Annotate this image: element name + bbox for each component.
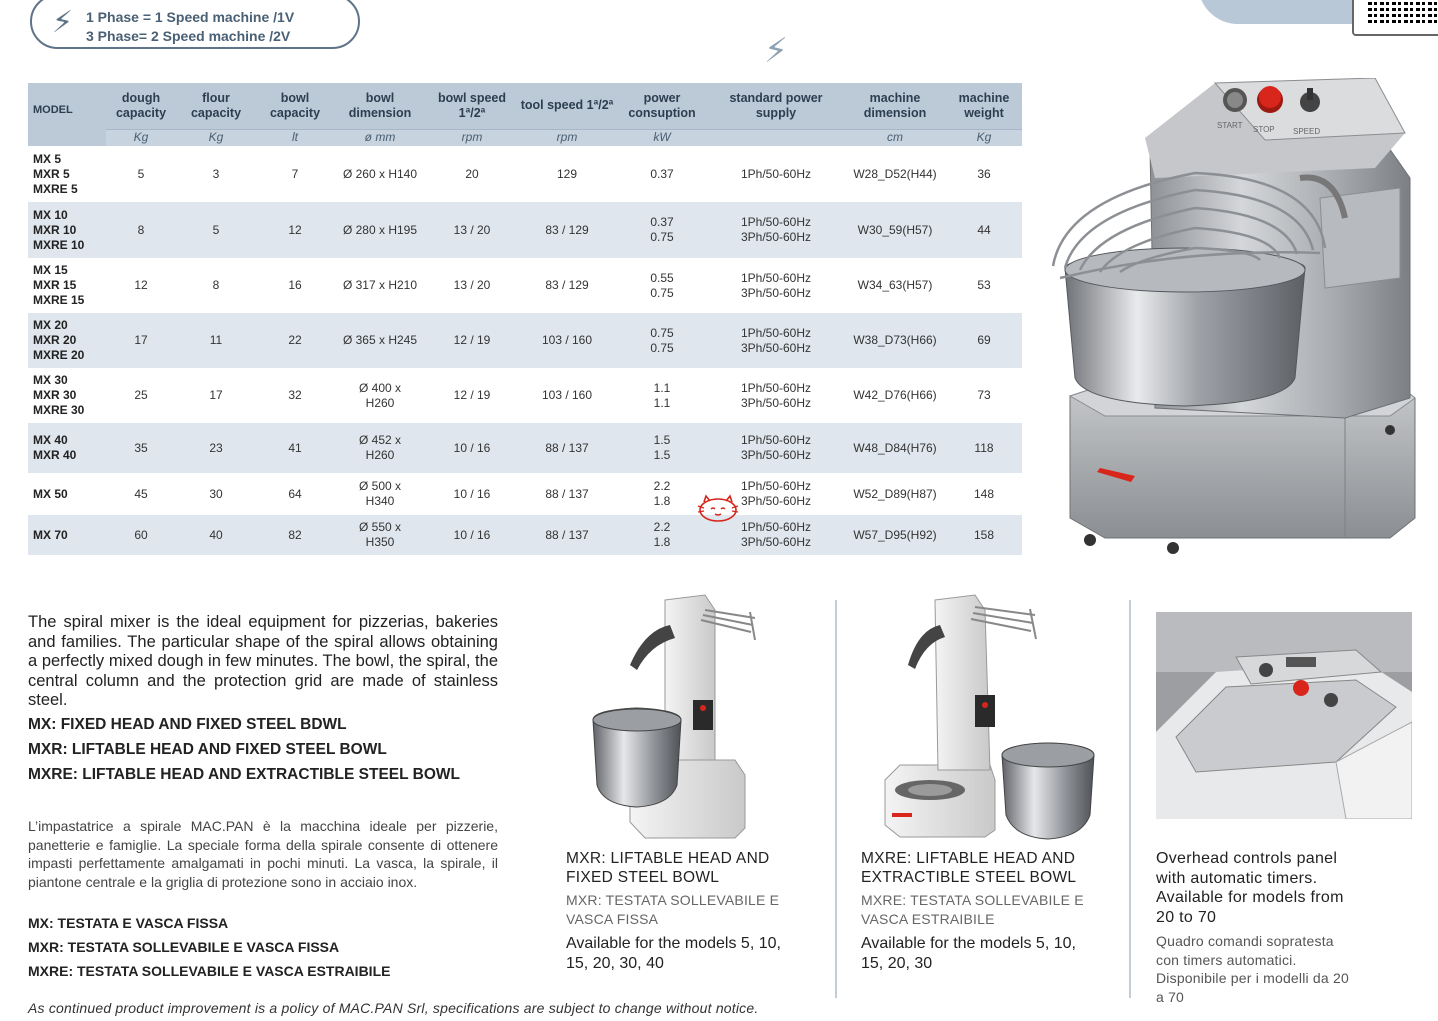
table-row bbox=[28, 146, 1022, 202]
table-cell: 158 bbox=[946, 515, 1022, 555]
table-cell: 83 / 129 bbox=[518, 202, 616, 258]
table-cell: 53 bbox=[977, 278, 991, 292]
lightning-icon: ⚡ bbox=[52, 6, 74, 39]
table-cell: Ø 452 x H260 bbox=[334, 423, 426, 473]
lightning-icon: ⚡ bbox=[764, 32, 788, 70]
model-cell: MX 5 MXR 5 MXRE 5 bbox=[33, 151, 78, 196]
table-cell: 1Ph/50-60Hz 3Ph/50-60Hz bbox=[740, 270, 812, 300]
model-type-mx: MX: FIXED HEAD AND FIXED STEEL BDWL bbox=[28, 716, 347, 733]
table-cell: 22 bbox=[256, 313, 334, 368]
table-cell: 12 / 19 bbox=[453, 388, 491, 402]
table-cell: 45 bbox=[134, 486, 148, 501]
table-cell: 3 bbox=[212, 166, 220, 181]
table-cell: 1Ph/50-60Hz 3Ph/50-60Hz bbox=[708, 515, 844, 555]
table-cell: 73 bbox=[977, 388, 991, 402]
unit-cell-8 bbox=[708, 129, 844, 146]
column-header-1: dough capacity bbox=[106, 83, 176, 129]
table-cell: 1Ph/50-60Hz 3Ph/50-60Hz bbox=[740, 479, 812, 508]
table-cell: 20 bbox=[465, 166, 479, 181]
panel-label-speed: SPEED bbox=[1293, 127, 1321, 136]
table-cell: 35 bbox=[106, 423, 176, 473]
column-header-0: MODEL bbox=[28, 83, 106, 146]
table-cell: 41 bbox=[256, 423, 334, 473]
table-cell: 60 bbox=[106, 515, 176, 555]
caption-mxre-title: MXRE: LIFTABLE HEAD AND EXTRACTIBLE STEEL BOWL bbox=[861, 850, 1077, 886]
unit-cell-1: Kg bbox=[106, 129, 176, 146]
table-cell: 1Ph/50-60Hz 3Ph/50-60Hz bbox=[740, 380, 812, 410]
column-header-2: flour capacity bbox=[176, 83, 256, 129]
spec-table bbox=[28, 83, 1022, 555]
table-cell: W34_63(H57) bbox=[857, 278, 933, 292]
table-cell: 0.75 0.75 bbox=[616, 313, 708, 368]
table-body bbox=[28, 146, 1022, 555]
qr-code-icon bbox=[1368, 0, 1438, 26]
table-cell: 44 bbox=[946, 202, 1022, 258]
table-units-row bbox=[28, 129, 1022, 146]
table-cell: 129 bbox=[556, 166, 578, 181]
table-cell: 1Ph/50-60Hz 3Ph/50-60Hz bbox=[708, 423, 844, 473]
unit-cell-5: rpm bbox=[426, 129, 518, 146]
table-cell: 103 / 160 bbox=[541, 388, 593, 402]
table-row bbox=[28, 258, 1022, 313]
table-cell: Ø 317 x H210 bbox=[342, 278, 418, 292]
table-cell: 1.1 1.1 bbox=[653, 380, 671, 410]
table-cell: W38_D73(H66) bbox=[844, 313, 946, 368]
table-row bbox=[28, 313, 1022, 368]
table-cell: 118 bbox=[946, 423, 1022, 473]
unit-cell-2: Kg bbox=[176, 129, 256, 146]
model-cell: MX 15 MXR 15 MXRE 15 bbox=[33, 263, 85, 307]
caption-panel-italian: Quadro comandi sopratesta con timers automatici. Disponibile per i modelli da 20 a 70 bbox=[1156, 933, 1349, 1005]
mxr-mixer-image bbox=[585, 590, 770, 840]
unit-cell-4: ø mm bbox=[334, 129, 426, 146]
table-cell: 10 / 16 bbox=[426, 515, 518, 555]
caption-mxre bbox=[861, 849, 1101, 974]
table-cell: 11 bbox=[176, 313, 256, 368]
table-cell: 30 bbox=[209, 486, 223, 501]
model-cell: MX 20 MXR 20 MXRE 20 bbox=[28, 313, 106, 368]
table-cell: 88 / 137 bbox=[518, 515, 616, 555]
unit-cell-3: lt bbox=[256, 129, 334, 146]
footnote: As continued product improvement is a policy of MAC.PAN Srl, specifications are subject to change without notice. bbox=[28, 1000, 759, 1016]
table-cell: 2.2 1.8 bbox=[653, 479, 671, 508]
panel-label-start: START bbox=[1217, 121, 1243, 130]
column-header-8: standard power supply bbox=[708, 83, 844, 129]
unit-cell-6: rpm bbox=[518, 129, 616, 146]
table-cell: 12 bbox=[134, 278, 148, 292]
table-row bbox=[28, 368, 1022, 423]
table-cell: 12 bbox=[256, 202, 334, 258]
description-italian: L’impastatrice a spirale MAC.PAN è la macchina ideale per pizzerie, panetterie e famiglie. La speciale forma della spirale consente di ottenere impasti perfettamente amalgamati in pochi minuti. La vasca, la spirale, il piantone centrale e la griglia di protezione sono in acciaio inox. bbox=[28, 818, 498, 890]
unit-cell-7: kW bbox=[616, 129, 708, 146]
qr-code bbox=[1352, 0, 1438, 36]
table-cell: 10 / 16 bbox=[453, 486, 491, 501]
table-row bbox=[28, 423, 1022, 473]
table-row bbox=[28, 202, 1022, 258]
phase-info-box bbox=[30, 0, 360, 49]
table-cell: 69 bbox=[946, 313, 1022, 368]
column-header-6: tool speed 1ª/2ª bbox=[518, 83, 616, 129]
table-cell: W57_D95(H92) bbox=[844, 515, 946, 555]
table-cell: 13 / 20 bbox=[453, 278, 491, 292]
model-cell: MX 50 bbox=[33, 486, 68, 501]
column-header-10: machine weight bbox=[946, 83, 1022, 129]
table-cell: W42_D76(H66) bbox=[853, 388, 937, 402]
table-cell: 82 bbox=[256, 515, 334, 555]
model-type-mxr-it: MXR: TESTATA SOLLEVABILE E VASCA FISSA bbox=[28, 939, 340, 955]
caption-mxr-title: MXR: LIFTABLE HEAD AND FIXED STEEL BOWL bbox=[566, 850, 770, 886]
table-cell: Ø 550 x H350 bbox=[334, 515, 426, 555]
table-cell: 10 / 16 bbox=[426, 423, 518, 473]
model-cell: MX 40 MXR 40 bbox=[28, 423, 106, 473]
table-cell: 2.2 1.8 bbox=[616, 515, 708, 555]
column-header-3: bowl capacity bbox=[256, 83, 334, 129]
table-cell: Ø 260 x H140 bbox=[342, 166, 418, 181]
table-cell: 88 / 137 bbox=[518, 423, 616, 473]
table-cell: 0.37 0.75 bbox=[616, 202, 708, 258]
table-cell: 16 bbox=[288, 278, 302, 292]
phase-line-2: 3 Phase= 2 Speed machine /2V bbox=[86, 28, 291, 44]
table-cell: 5 bbox=[137, 166, 145, 181]
table-cell: 148 bbox=[973, 486, 995, 501]
phase-line-1: 1 Phase = 1 Speed machine /1V bbox=[86, 9, 295, 25]
table-cell: W28_D52(H44) bbox=[853, 166, 937, 181]
column-divider bbox=[1129, 600, 1131, 998]
phase-info-text bbox=[86, 8, 294, 46]
model-type-mxre-it: MXRE: TESTATA SOLLEVABILE E VASCA ESTRAIBILE bbox=[28, 963, 391, 979]
table-cell: 8 bbox=[212, 278, 220, 292]
column-divider bbox=[835, 600, 837, 998]
table-cell: Ø 500 x H340 bbox=[358, 479, 402, 508]
caption-mxr bbox=[566, 849, 806, 974]
model-type-mxr: MXR: LIFTABLE HEAD AND FIXED STEEL BOWL bbox=[28, 741, 387, 758]
table-cell: 17 bbox=[106, 313, 176, 368]
spiral-mixer-image bbox=[1045, 78, 1425, 558]
model-types-english bbox=[28, 716, 460, 791]
table-cell: 7 bbox=[291, 166, 299, 181]
unit-cell-9: cm bbox=[844, 129, 946, 146]
table-row bbox=[28, 473, 1022, 515]
table-cell: 64 bbox=[288, 486, 302, 501]
table-cell: 0.37 bbox=[650, 166, 674, 181]
model-cell: MX 10 MXR 10 MXRE 10 bbox=[28, 202, 106, 258]
table-cell: 17 bbox=[209, 388, 223, 402]
table-cell: Ø 280 x H195 bbox=[334, 202, 426, 258]
table-cell: 0.55 0.75 bbox=[650, 270, 674, 300]
model-type-mxre: MXRE: LIFTABLE HEAD AND EXTRACTIBLE STEEL BOWL bbox=[28, 766, 460, 783]
table-cell: W30_59(H57) bbox=[844, 202, 946, 258]
column-header-9: machine dimension bbox=[844, 83, 946, 129]
table-cell: 8 bbox=[106, 202, 176, 258]
table-cell: 5 bbox=[176, 202, 256, 258]
caption-mxr-models: Available for the models 5, 10, 15, 20, 30, 40 bbox=[566, 935, 781, 972]
caption-panel-title: Overhead controls panel with automatic timers. Available for models from 20 to 70 bbox=[1156, 850, 1344, 926]
table-cell: W52_D89(H87) bbox=[853, 486, 937, 501]
table-cell: 13 / 20 bbox=[426, 202, 518, 258]
table-cell: 40 bbox=[176, 515, 256, 555]
table-cell: 32 bbox=[288, 388, 302, 402]
control-panel-image bbox=[1156, 612, 1412, 819]
column-header-5: bowl speed 1ª/2ª bbox=[426, 83, 518, 129]
unit-cell-10: Kg bbox=[946, 129, 1022, 146]
mxre-mixer-image bbox=[880, 585, 1100, 840]
caption-mxr-italian: MXR: TESTATA SOLLEVABILE E VASCA FISSA bbox=[566, 892, 780, 927]
model-types-italian bbox=[28, 914, 390, 986]
column-header-4: bowl dimension bbox=[334, 83, 426, 129]
table-cell: 1.5 1.5 bbox=[616, 423, 708, 473]
table-cell: 1Ph/50-60Hz 3Ph/50-60Hz bbox=[708, 313, 844, 368]
panel-label-stop: STOP bbox=[1253, 125, 1275, 134]
table-cell: Ø 400 x H260 bbox=[358, 380, 402, 410]
table-cell: Ø 365 x H245 bbox=[334, 313, 426, 368]
table-cell: 25 bbox=[134, 388, 148, 402]
cat-sticker-icon bbox=[694, 494, 742, 524]
caption-mxre-models: Available for the models 5, 10, 15, 20, 30 bbox=[861, 935, 1076, 972]
table-cell: 103 / 160 bbox=[518, 313, 616, 368]
model-type-mx-it: MX: TESTATA E VASCA FISSA bbox=[28, 915, 229, 931]
table-cell: 12 / 19 bbox=[426, 313, 518, 368]
table-cell: 83 / 129 bbox=[545, 278, 589, 292]
model-cell: MX 70 bbox=[28, 515, 106, 555]
table-cell: 23 bbox=[176, 423, 256, 473]
column-header-7: power consuption bbox=[616, 83, 708, 129]
caption-mxre-italian: MXRE: TESTATA SOLLEVABILE E VASCA ESTRAIBILE bbox=[861, 892, 1084, 927]
table-cell: 1Ph/50-60Hz 3Ph/50-60Hz bbox=[708, 202, 844, 258]
table-cell: 1Ph/50-60Hz bbox=[740, 166, 812, 181]
model-cell: MX 30 MXR 30 MXRE 30 bbox=[33, 373, 85, 417]
table-cell: W48_D84(H76) bbox=[844, 423, 946, 473]
table-cell: 36 bbox=[977, 166, 991, 181]
caption-panel bbox=[1156, 849, 1356, 1006]
table-cell: 88 / 137 bbox=[545, 486, 589, 501]
table-header-row bbox=[28, 83, 1022, 129]
table-row bbox=[28, 515, 1022, 555]
description-english: The spiral mixer is the ideal equipment for pizzerias, bakeries and families. The particular shape of the spiral allows obtaining a perfectly mixed dough in few minutes. The bowl, the spiral, the central column and the protection grid are made of stainless steel. bbox=[28, 613, 498, 709]
